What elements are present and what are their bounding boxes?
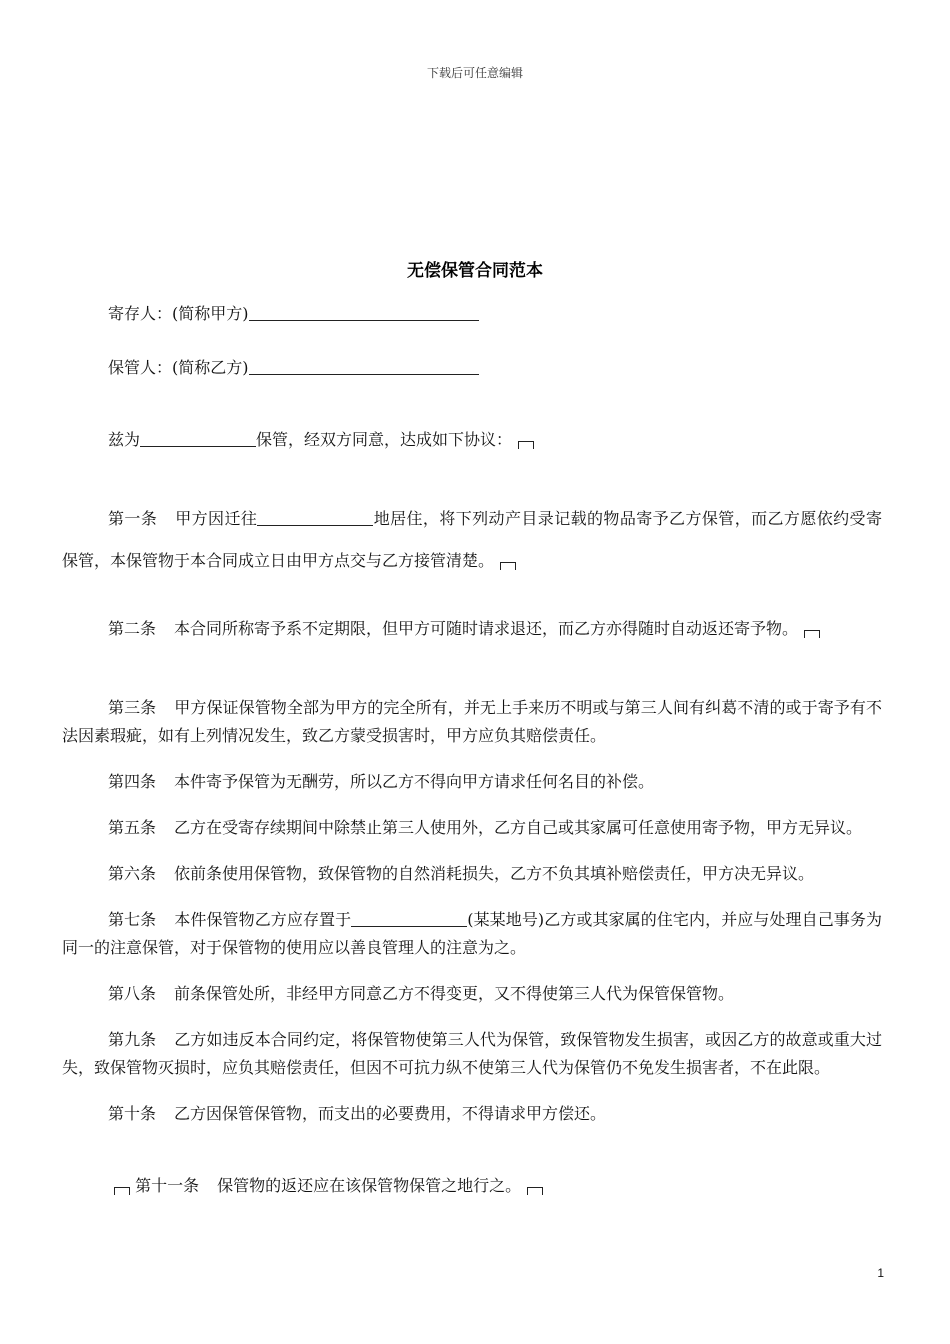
article-text-pre: 本件保管物乙方应存置于 — [174, 910, 352, 929]
article-number: 第五条 — [108, 818, 157, 837]
article-text-pre: 甲方因迁往 — [175, 509, 258, 528]
page-number: 1 — [877, 1266, 884, 1280]
article-text: 甲方保证保管物全部为甲方的完全所有，并无上手来历不明或与第三人间有纠葛不清的或于寄予有不法因素瑕疵，如有上列情况发生，致乙方蒙受损害时，甲方应负其赔偿责任。 — [62, 698, 882, 745]
article-9 — [62, 1026, 882, 1082]
article-text-post: 地居住，将下列动产目录记载的物品寄予乙方保管，而乙方愿依约受寄保管，本保管物于本合同成立日由甲方点交与乙方接管清楚。 — [62, 509, 882, 570]
article-1 — [62, 498, 882, 582]
depositor-label: 寄存人：(简称甲方) — [108, 304, 249, 323]
article-7 — [62, 906, 882, 962]
article-text: 依前条使用保管物，致保管物的自然消耗损失，乙方不负其填补赔偿责任，甲方决无异议。 — [174, 864, 815, 883]
paragraph-mark-icon — [527, 1187, 543, 1195]
article-text: 本件寄予保管为无酬劳，所以乙方不得向甲方请求任何名目的补偿。 — [174, 772, 655, 791]
article-number: 第七条 — [108, 910, 157, 929]
article-number: 第六条 — [108, 864, 157, 883]
article-text: 乙方在受寄存续期间中除禁止第三人使用外，乙方自己或其家属可任意使用寄予物，甲方无异议。 — [174, 818, 863, 837]
article-1-blank[interactable] — [257, 505, 373, 526]
article-number: 第十条 — [108, 1104, 157, 1123]
article-number: 第四条 — [108, 772, 157, 791]
header-note: 下载后可任意编辑 — [426, 66, 523, 80]
article-number: 第十一条 — [135, 1176, 200, 1195]
article-6 — [62, 860, 882, 888]
document-title: 无偿保管合同范本 — [407, 261, 543, 281]
intro-line — [62, 426, 882, 454]
article-11 — [62, 1172, 882, 1200]
article-text-post: (某某地号)乙方或其家属的住宅内，并应与处理自己事务为同一的注意保管，对于保管物的使用应以善良管理人的注意为之。 — [62, 910, 882, 957]
article-7-blank[interactable] — [351, 906, 467, 927]
article-number: 第二条 — [108, 619, 157, 638]
article-text: 本合同所称寄予系不定期限，但甲方可随时请求退还，而乙方亦得随时自动返还寄予物。 — [174, 619, 799, 638]
article-2 — [62, 608, 882, 650]
custodian-line — [62, 354, 882, 382]
article-10 — [62, 1100, 882, 1128]
article-number: 第一条 — [108, 509, 158, 528]
paragraph-mark-icon — [500, 562, 516, 570]
paragraph-mark-icon — [518, 441, 534, 449]
article-text: 乙方如违反本合同约定，将保管物使第三人代为保管，致保管物发生损害，或因乙方的故意或重大过失，致保管物灭损时，应负其赔偿责任，但因不可抗力纵不使第三人代为保管仍不免发生损害者，不在此限。 — [62, 1030, 882, 1077]
intro-suffix: 保管，经双方同意，达成如下协议： — [256, 430, 513, 449]
article-3 — [62, 694, 882, 750]
article-text: 前条保管处所，非经甲方同意乙方不得变更，又不得使第三人代为保管保管物。 — [174, 984, 735, 1003]
custodian-blank[interactable] — [249, 354, 479, 375]
article-text: 保管物的返还应在该保管物保管之地行之。 — [217, 1176, 522, 1195]
article-number: 第三条 — [108, 698, 157, 717]
custodian-label: 保管人：(简称乙方) — [108, 358, 249, 377]
article-8 — [62, 980, 882, 1008]
intro-prefix: 兹为 — [108, 430, 141, 449]
article-number: 第九条 — [108, 1030, 157, 1049]
paragraph-mark-icon — [804, 630, 820, 638]
depositor-line — [62, 300, 882, 328]
paragraph-mark-icon — [114, 1187, 130, 1195]
article-text: 乙方因保管保管物，而支出的必要费用，不得请求甲方偿还。 — [174, 1104, 607, 1123]
contract-body — [62, 300, 882, 1200]
article-5 — [62, 814, 882, 842]
article-4 — [62, 768, 882, 796]
article-number: 第八条 — [108, 984, 157, 1003]
intro-blank[interactable] — [140, 426, 256, 447]
depositor-blank[interactable] — [249, 300, 479, 321]
